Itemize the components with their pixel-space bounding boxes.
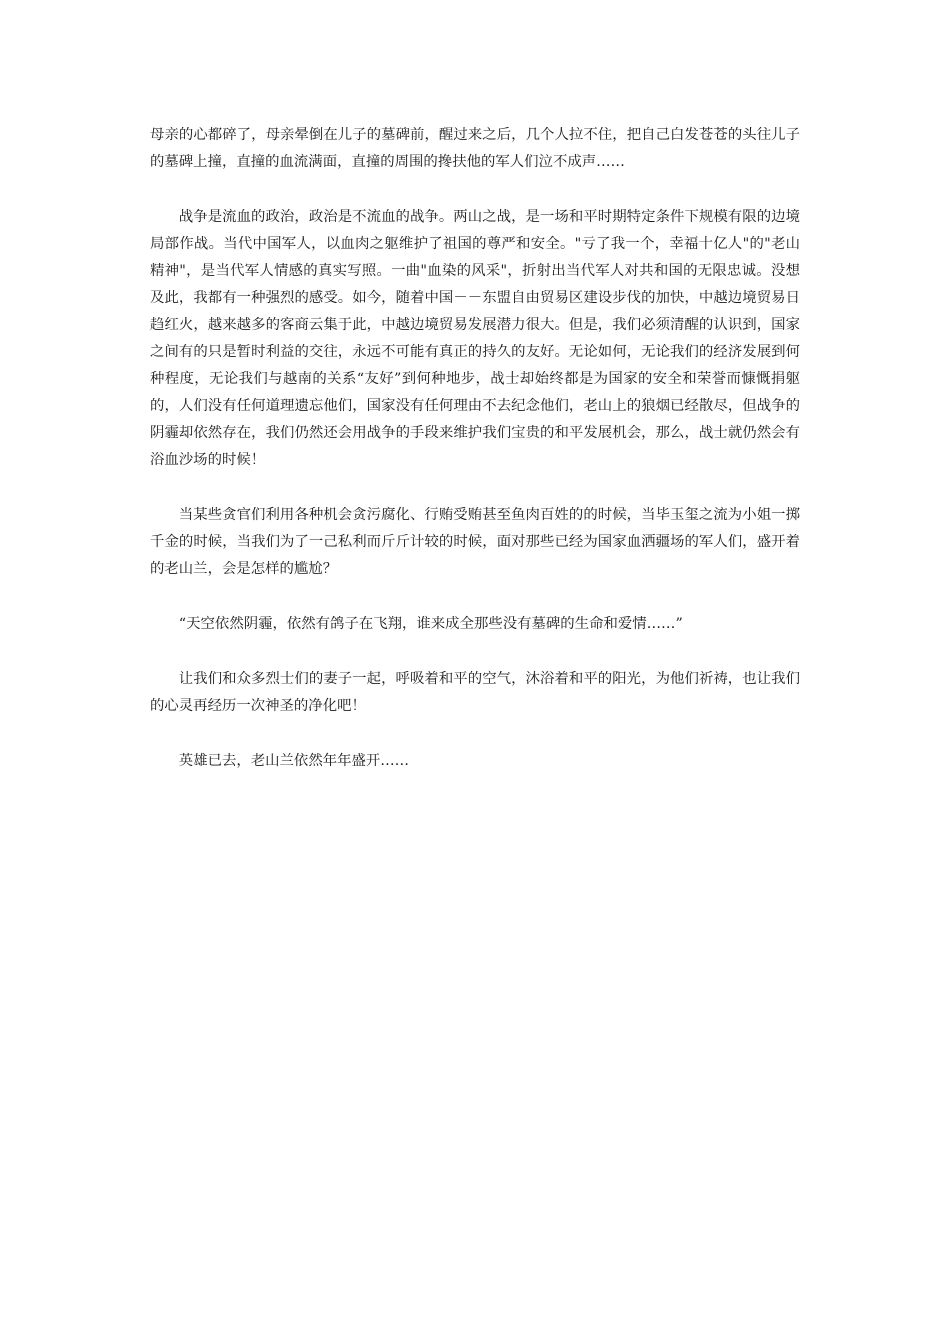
paragraph-closing: 英雄已去，老山兰依然年年盛开…… [178,753,410,769]
paragraph-war-politics: 战争是流血的政治，政治是不流血的战争。两山之战，是一场和平时期特定条件下规模有限的边境局部作战。当代中国军人，以血肉之躯维护了祖国的尊严和安全。"亏了我一个，幸福十亿人"的"老山精神"，是当代军人情感的真实写照。一曲"血染的风采"，折射出当代军人对共和国的无限忠诚。没想及此，我都有一种强烈的感受。如今，随着中国－－东盟自由贸易区建设步伐的加快，中越边境贸易日趋红火，越来越多的客商云集于此，中越边境贸易发展潜力很大。但是，我们必须清醒的认识到，国家之间有的只是暂时利益的交往，永远不可能有真正的持久的友好。无论如何，无论我们的经济发展到何种程度，无论我们与越南的关系“友好”到何种地步，战士却始终都是为国家的安全和荣誉而慷慨捐躯的，人们没有任何道理遗忘他们，国家没有任何理由不去纪念他们，老山上的狼烟已经散尽，但战争的阴霾却依然存在，我们仍然还会用战争的手段来维护我们宝贵的和平发展机会，那么，战士就仍然会有浴血沙场的时候！ [150,209,800,468]
paragraph-mother-grief: 母亲的心都碎了，母亲晕倒在儿子的墓碑前，醒过来之后，几个人拉不住，把自己白发苍苍的头往儿子的墓碑上撞，直撞的血流满面，直撞的周围的搀扶他的军人们泣不成声…… [150,127,800,170]
document-body [150,122,800,803]
paragraph-quote: “天空依然阴霾，依然有鸽子在飞翔，谁来成全那些没有墓碑的生命和爱情……” [178,616,683,632]
paragraph-corrupt-officials: 当某些贪官们利用各种机会贪污腐化、行贿受贿甚至鱼肉百姓的的时候，当毕玉玺之流为小姐一掷千金的时候，当我们为了一己私利而斤斤计较的时候，面对那些已经为国家血洒疆场的军人们，盛开着的老山兰，会是怎样的尴尬？ [150,507,800,577]
paragraph-prayer: 让我们和众多烈士们的妻子一起，呼吸着和平的空气，沐浴着和平的阳光，为他们祈祷，也让我们的心灵再经历一次神圣的净化吧！ [150,671,800,714]
